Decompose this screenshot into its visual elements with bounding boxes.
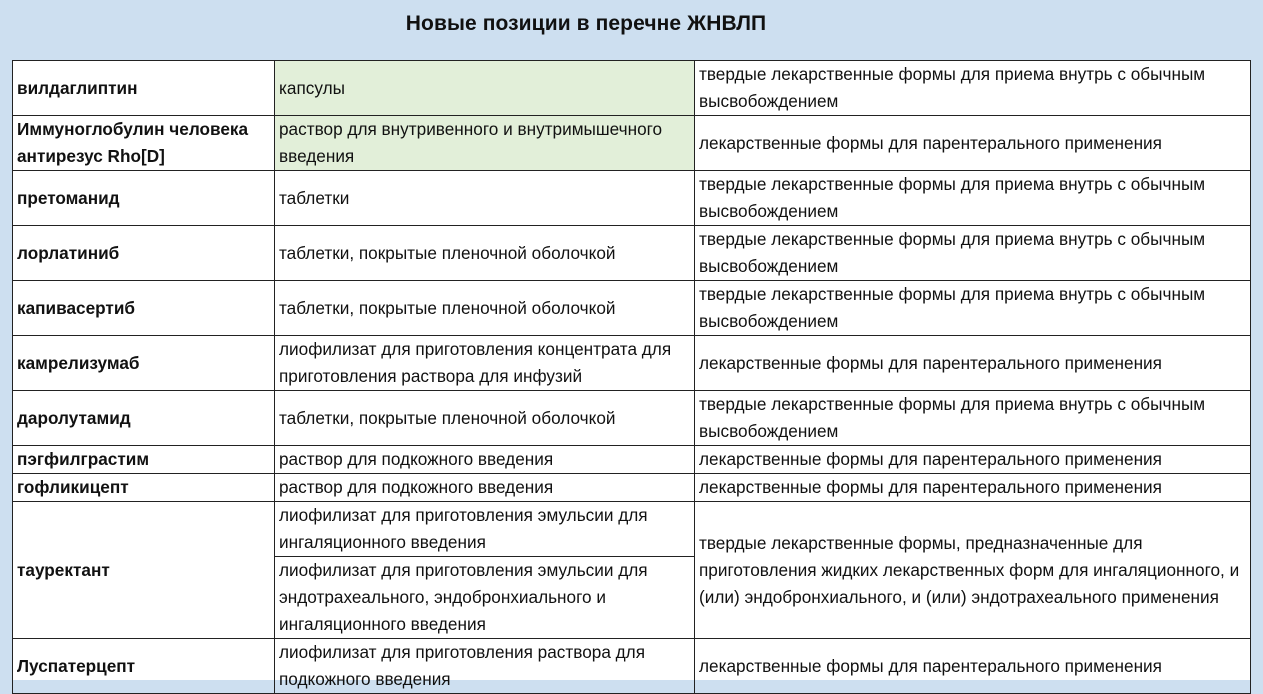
form-group-cell: твердые лекарственные формы для приема внутрь с обычным высвобождением xyxy=(695,281,1251,336)
drug-name-cell: тауректант xyxy=(13,502,275,639)
drug-name-cell: пэгфилграстим xyxy=(13,446,275,474)
dosage-form-cell: лиофилизат для приготовления эмульсии для ингаляционного введения xyxy=(275,502,695,557)
drug-name-cell: лорлатиниб xyxy=(13,226,275,281)
drug-name-cell: Иммуноглобулин человека антирезус Rho[D] xyxy=(13,116,275,171)
dosage-form-cell: раствор для подкожного введения xyxy=(275,474,695,502)
table-row xyxy=(13,639,1251,694)
page-title: Новые позиции в перечне ЖНВЛП xyxy=(405,12,767,35)
drug-name-cell: камрелизумаб xyxy=(13,336,275,391)
form-group-cell: твердые лекарственные формы для приема внутрь с обычным высвобождением xyxy=(695,61,1251,116)
dosage-form-cell: раствор для внутривенного и внутримышечного введения xyxy=(275,116,695,171)
dosage-form-cell: таблетки, покрытые пленочной оболочкой xyxy=(275,226,695,281)
table-row xyxy=(13,336,1251,391)
dosage-form-cell: лиофилизат для приготовления эмульсии для эндотрахеального, эндобронхиального и ингаляционного введения xyxy=(275,557,695,639)
drug-name-cell: претоманид xyxy=(13,171,275,226)
drug-name-cell: Луспатерцепт xyxy=(13,639,275,694)
drug-list-table xyxy=(12,60,1251,689)
table-row xyxy=(13,446,1251,474)
dosage-form-cell: таблетки, покрытые пленочной оболочкой xyxy=(275,391,695,446)
form-group-cell: лекарственные формы для парентерального применения xyxy=(695,446,1251,474)
form-group-cell: лекарственные формы для парентерального применения xyxy=(695,336,1251,391)
form-group-cell: твердые лекарственные формы для приема внутрь с обычным высвобождением xyxy=(695,226,1251,281)
table-row xyxy=(13,502,1251,557)
table-row xyxy=(13,61,1251,116)
form-group-cell: твердые лекарственные формы для приема внутрь с обычным высвобождением xyxy=(695,391,1251,446)
dosage-form-cell: раствор для подкожного введения xyxy=(275,446,695,474)
table-row xyxy=(13,281,1251,336)
dosage-form-cell: таблетки xyxy=(275,171,695,226)
drug-name-cell: гофликицепт xyxy=(13,474,275,502)
table xyxy=(12,60,1251,694)
form-group-cell: лекарственные формы для парентерального применения xyxy=(695,639,1251,694)
drug-name-cell: вилдаглиптин xyxy=(13,61,275,116)
dosage-form-cell: лиофилизат для приготовления раствора для подкожного введения xyxy=(275,639,695,694)
form-group-cell: твердые лекарственные формы, предназначенные для приготовления жидких лекарственных форм для ингаляционного, и (или) эндобронхиального, и (или) эндотрахеального применения xyxy=(695,502,1251,639)
form-group-cell: твердые лекарственные формы для приема внутрь с обычным высвобождением xyxy=(695,171,1251,226)
dosage-form-cell: лиофилизат для приготовления концентрата для приготовления раствора для инфузий xyxy=(275,336,695,391)
dosage-form-cell: капсулы xyxy=(275,61,695,116)
form-group-cell: лекарственные формы для парентерального применения xyxy=(695,474,1251,502)
table-row xyxy=(13,391,1251,446)
table-row xyxy=(13,171,1251,226)
table-row xyxy=(13,226,1251,281)
form-group-cell: лекарственные формы для парентерального применения xyxy=(695,116,1251,171)
drug-name-cell: даролутамид xyxy=(13,391,275,446)
table-row xyxy=(13,474,1251,502)
drug-name-cell: капивасертиб xyxy=(13,281,275,336)
table-row xyxy=(13,116,1251,171)
dosage-form-cell: таблетки, покрытые пленочной оболочкой xyxy=(275,281,695,336)
